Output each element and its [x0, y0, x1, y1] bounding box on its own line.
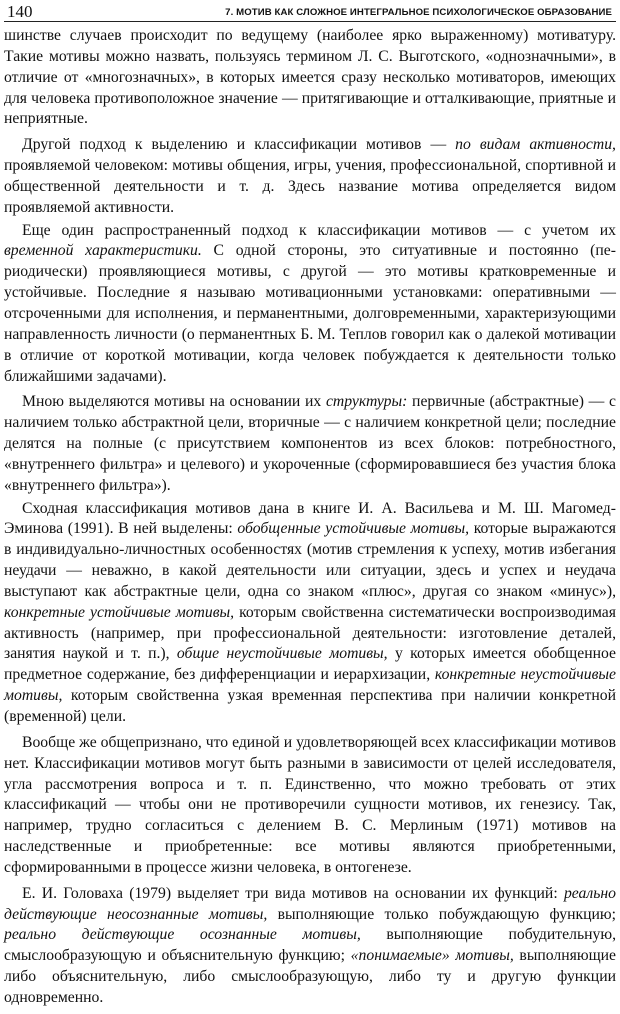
- italic-term: конкретные неустойчивые мотивы,: [4, 666, 616, 705]
- text-run: выполняющие только побуждающую функцию;: [267, 905, 616, 923]
- paragraph-vasiliev-classification: [4, 499, 616, 728]
- text-run: которым свойственна узкая временная перспектива при наличии конкретной (временной) цели.: [4, 687, 616, 725]
- italic-term: общие неустойчивые мотивы,: [176, 645, 388, 663]
- italic-term: «понимаемые» мотивы,: [350, 947, 514, 965]
- italic-term: конкретные устойчивые мотивы,: [4, 603, 235, 621]
- italic-term: структуры:: [325, 393, 408, 411]
- italic-term: реально действующие неосознанные мотивы,: [4, 884, 616, 923]
- text-run: первичные (абстрактные) — с наличием только абстрактной цели, вторичные — с наличием конкретной цели; последние делятся на полные (с присутствием компонентов из всех блоков: потребностного, «внутреннего фильтра» и целевого) и укороченные (сформировавшиеся без участия блока «внутреннего фильтра»).: [4, 393, 616, 494]
- header-rule: [4, 21, 616, 22]
- text-run: Вообще же общепризнано, что единой и удовлетворяющей всех классификации мотивов нет. Классификации мотивов могут быть разными в зависимости от целей исследователя, угла рассмотрения вопроса и т. п. Единственно, что можно требовать от этих классификаций — чтобы они не противоречили сущности мотивов, их генезису. Так, например, трудно согласиться с делением В. С. Мерлиным (1971) мотивов на наследственные и приобретенные: все мотивы являются приобретенными, сформированными в процессе жизни человека, в онтогенезе.: [4, 733, 616, 876]
- paragraph-continuation: [4, 26, 616, 130]
- text-run: которые выражаются в индивидуально-личностных особенностях (мотив стремления к успеху, мотив избегания неудачи — неважно, в какой деятельности или ситуации, здесь и успех и неудача выступают как абстрактные цели, одна со знаком «плюс», другая со знаком «минус»),: [4, 520, 616, 600]
- text-run: которым свойственна систематически воспроизводимая активность (например, при профессиональной деятельности: изготовление деталей, занятия наукой и т. п.),: [4, 603, 616, 663]
- paragraph-temporal-characteristics: [4, 221, 616, 388]
- text-run: Другой подход к выделению и классификации мотивов —: [22, 136, 456, 154]
- paragraph-activity-types: [4, 135, 616, 218]
- paragraph-no-unified-classification: [4, 733, 616, 879]
- text-run: Еще один распространенный подход к классификации мотивов — с учетом их: [22, 221, 616, 239]
- text-run: Сходная классификация мотивов дана в книге И. А. Васильева и М. Ш. Магомед-Эминова (1991). В ней выделены:: [4, 499, 616, 538]
- text-run: шинстве случаев происходит по ведущему (наиболее ярко выраженному) мотиватуру. Такие мотивы можно назвать, пользуясь термином Л. С. Выготского, «однозначными», в отличие от «многозначных», в которых имеется сразу несколько мотиваторов, имеющих для человека противоположное значение — притягивающие и отталкивающие, приятные и неприятные.: [4, 27, 616, 128]
- text-run: Е. И. Головаха (1979) выделяет три вида мотивов на основании их функций:: [22, 884, 564, 902]
- text-run: Мною выделяются мотивы на основании их: [22, 393, 326, 411]
- text-run: проявляемой человеком: мотивы общения, игры, учения, профессиональной, спортивной и общественной деятельности и т. д. Здесь название мотива определяется видом проявляемой активности.: [4, 157, 616, 216]
- italic-term: временной характеристики.: [4, 242, 202, 260]
- body-text: [4, 26, 616, 1014]
- paragraph-structure: [4, 392, 616, 496]
- italic-term: реально действующие осознанные мотивы,: [4, 926, 361, 944]
- running-head: 7. МОТИВ КАК СЛОЖНОЕ ИНТЕГРАЛЬНОЕ ПСИХОЛОГИЧЕСКОЕ ОБРАЗОВАНИЕ: [225, 7, 612, 18]
- italic-term: обобщенные устойчивые мотивы,: [237, 520, 470, 538]
- text-run: С одной стороны, это ситуативные и постоянно (периодически) проявляющиеся мотивы, с другой — это мотивы кратковременные и устойчивые. Последние я называю мотивационными установками: оперативными — отсроченными для исполнения, и перманентными, долговременными, характеризующими направленность личности (о перманентных Б. М. Теплов говорил как о далекой мотивации в отличие от короткой мотивации, когда человек побуждается к деятельности только ближайшими задачами).: [4, 242, 616, 385]
- text-run: у которых имеется обобщенное предметное содержание, без дифференциации и иерархизации,: [4, 645, 616, 684]
- page-number: 140: [7, 2, 33, 21]
- italic-term: по видам активности,: [455, 136, 616, 154]
- text-run: выполняющие побудительную, смыслообразующую и объяснительную функцию;: [4, 926, 616, 965]
- text-run: выполняющие либо объяснительную, либо смыслообразующую, либо ту и другую функции одновременно.: [4, 947, 617, 1006]
- paragraph-golovakha-functions: [4, 884, 616, 1009]
